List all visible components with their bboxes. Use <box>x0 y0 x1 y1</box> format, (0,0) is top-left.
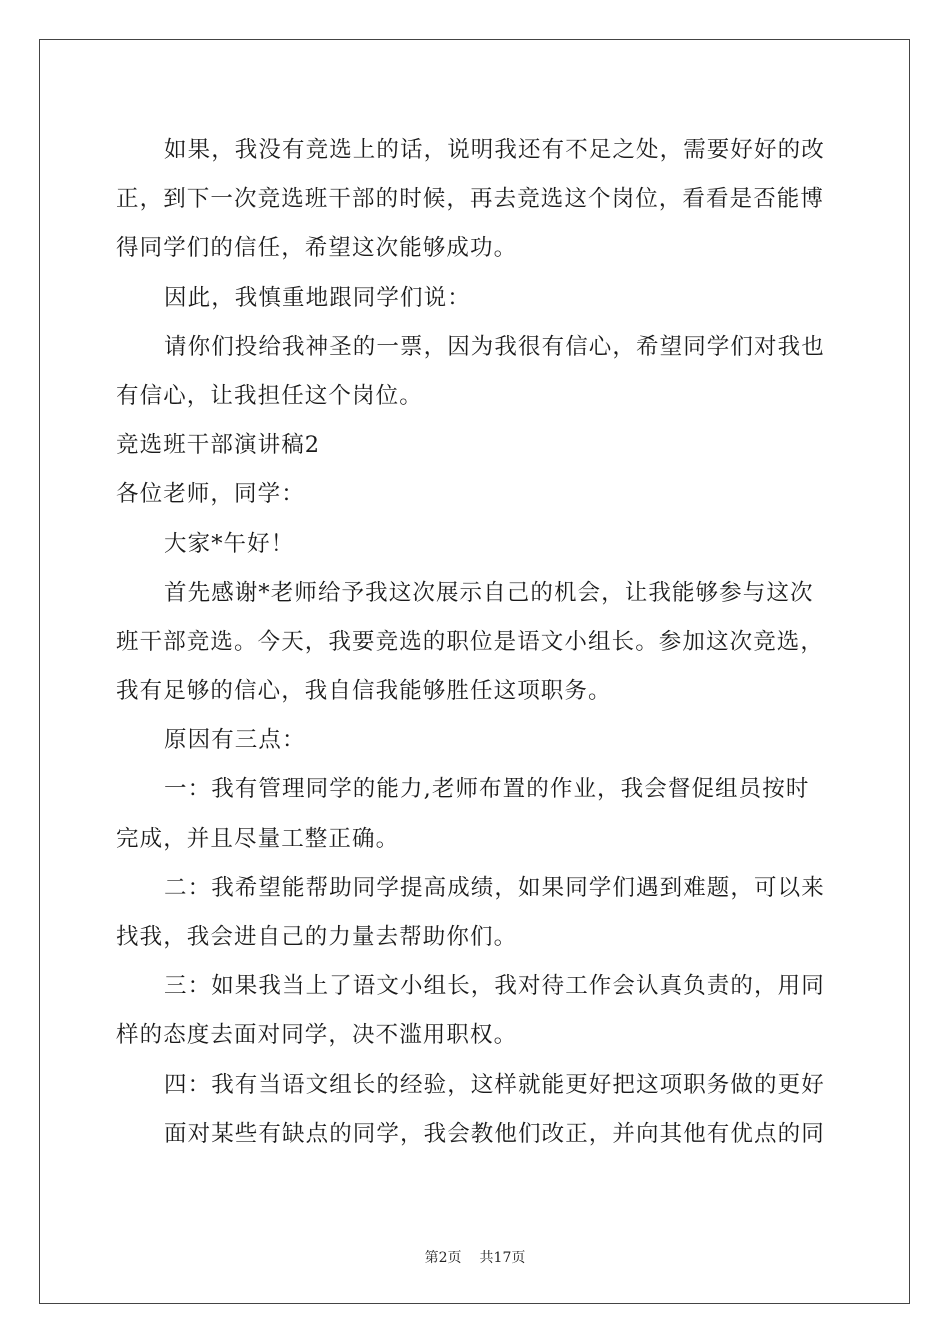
text-line: 得同学们的信任，希望这次能够成功。 <box>116 235 518 262</box>
page-number: 第2页 <box>424 1250 462 1266</box>
text-line: 面对某些有缺点的同学，我会教他们改正，并向其他有优点的同 <box>164 1120 825 1147</box>
page-footer <box>0 1247 950 1267</box>
text-line: 因此，我慎重地跟同学们说： <box>164 284 471 311</box>
section-heading: 竞选班干部演讲稿2 <box>116 432 321 459</box>
text-line: 如果，我没有竞选上的话，说明我还有不足之处，需要好好的改 <box>164 137 825 163</box>
text-line: 四：我有当语文组长的经验，这样就能更好把这项职务做的更好 <box>164 1071 825 1098</box>
greeting: 大家*午好！ <box>164 530 295 557</box>
document-body <box>116 126 832 1159</box>
text-line: 首先感谢*老师给予我这次展示自己的机会，让我能够参与这次 <box>164 579 814 606</box>
text-line: 样的态度去面对同学，决不滥用职权。 <box>116 1022 518 1049</box>
text-line: 正，到下一次竞选班干部的时候，再去竞选这个岗位，看看是否能博 <box>116 186 825 213</box>
text-line: 我有足够的信心，我自信我能够胜任这项职务。 <box>116 678 612 705</box>
text-line: 请你们投给我神圣的一票，因为我很有信心，希望同学们对我也 <box>164 333 825 360</box>
salutation: 各位老师，同学： <box>116 481 305 508</box>
text-line: 有信心，让我担任这个岗位。 <box>116 382 423 409</box>
page-total: 共17页 <box>479 1250 526 1266</box>
text-line: 找我，我会进自己的力量去帮助你们。 <box>116 924 518 950</box>
text-line: 一：我有管理同学的能力,老师布置的作业，我会督促组员按时 <box>164 776 810 803</box>
text-line: 原因有三点： <box>164 727 306 754</box>
text-line: 班干部竞选。今天，我要竞选的职位是语文小组长。参加这次竞选， <box>116 628 825 655</box>
text-line: 二：我希望能帮助同学提高成绩，如果同学们遇到难题，可以来 <box>164 874 825 901</box>
text-line: 三：如果我当上了语文小组长，我对待工作会认真负责的，用同 <box>164 973 825 1000</box>
text-line: 完成，并且尽量工整正确。 <box>116 825 400 852</box>
